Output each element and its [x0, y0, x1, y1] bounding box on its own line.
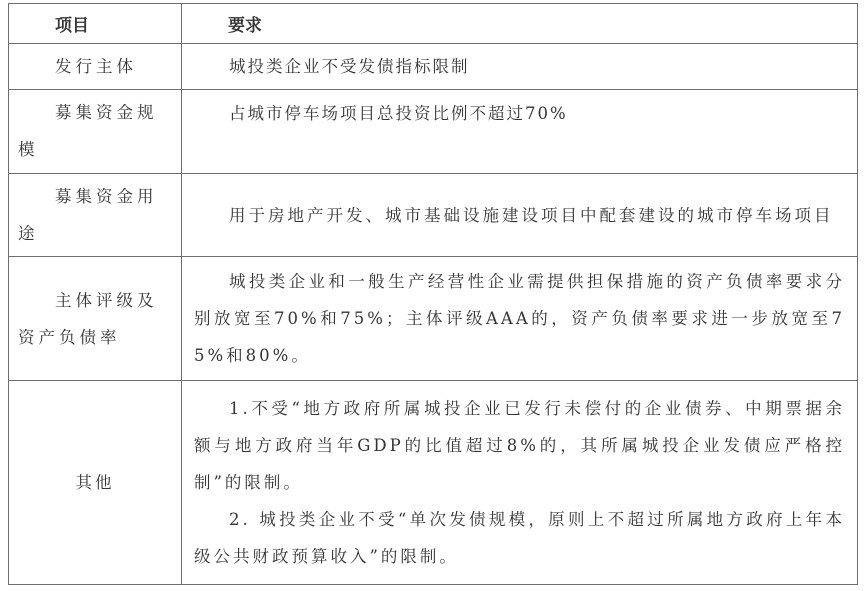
table-row: [9, 90, 858, 174]
row-label-cell: [9, 257, 182, 381]
row-label: 其他: [75, 473, 115, 492]
row-value-cell: [182, 381, 858, 585]
row-label: 募集资金用途: [18, 187, 158, 243]
row-value-cell: [182, 44, 858, 90]
row-value-cell: [182, 174, 858, 257]
row-label: 发行主体: [55, 57, 137, 76]
row-value-item-1: 1.不受“地方政府所属城投企业已发行未偿付的企业债券、中期票据余额与地方政府当年GDP的比值超过8%的，其所属城投企业发债应严格控制”的限制。: [194, 399, 845, 492]
table-row: [9, 381, 858, 585]
header-item: 项目: [9, 4, 182, 44]
table-row: [9, 174, 858, 257]
row-label-cell: [9, 44, 182, 90]
row-value: 城投类企业和一般生产经营性企业需提供担保措施的资产负债率要求分别放宽至70%和75%；主体评级AAA的，资产负债率要求进一步放宽至75%和80%。: [194, 272, 845, 365]
header-requirement: 要求: [182, 4, 858, 44]
row-label: 募集资金规模: [18, 103, 158, 159]
row-label-cell: [9, 381, 182, 585]
row-value-item-2: 2. 城投类企业不受“单次发债规模，原则上不超过所属地方政府上年本级公共财政预算收入”的限制。: [194, 510, 845, 566]
table-header-row: [9, 4, 858, 44]
requirements-table: [8, 3, 858, 585]
row-label-cell: [9, 90, 182, 174]
row-value-cell: [182, 90, 858, 174]
row-value-cell: [182, 257, 858, 381]
row-value: 用于房地产开发、城市基础设施建设项目中配套建设的城市停车场项目: [229, 205, 834, 225]
row-value: 占城市停车场项目总投资比例不超过70%: [229, 104, 568, 123]
row-label: 主体评级及资产负债率: [18, 290, 158, 347]
row-label-cell: [9, 174, 182, 257]
table-row: [9, 257, 858, 381]
table-row: [9, 44, 858, 90]
row-value: 城投类企业不受发债指标限制: [229, 57, 470, 76]
